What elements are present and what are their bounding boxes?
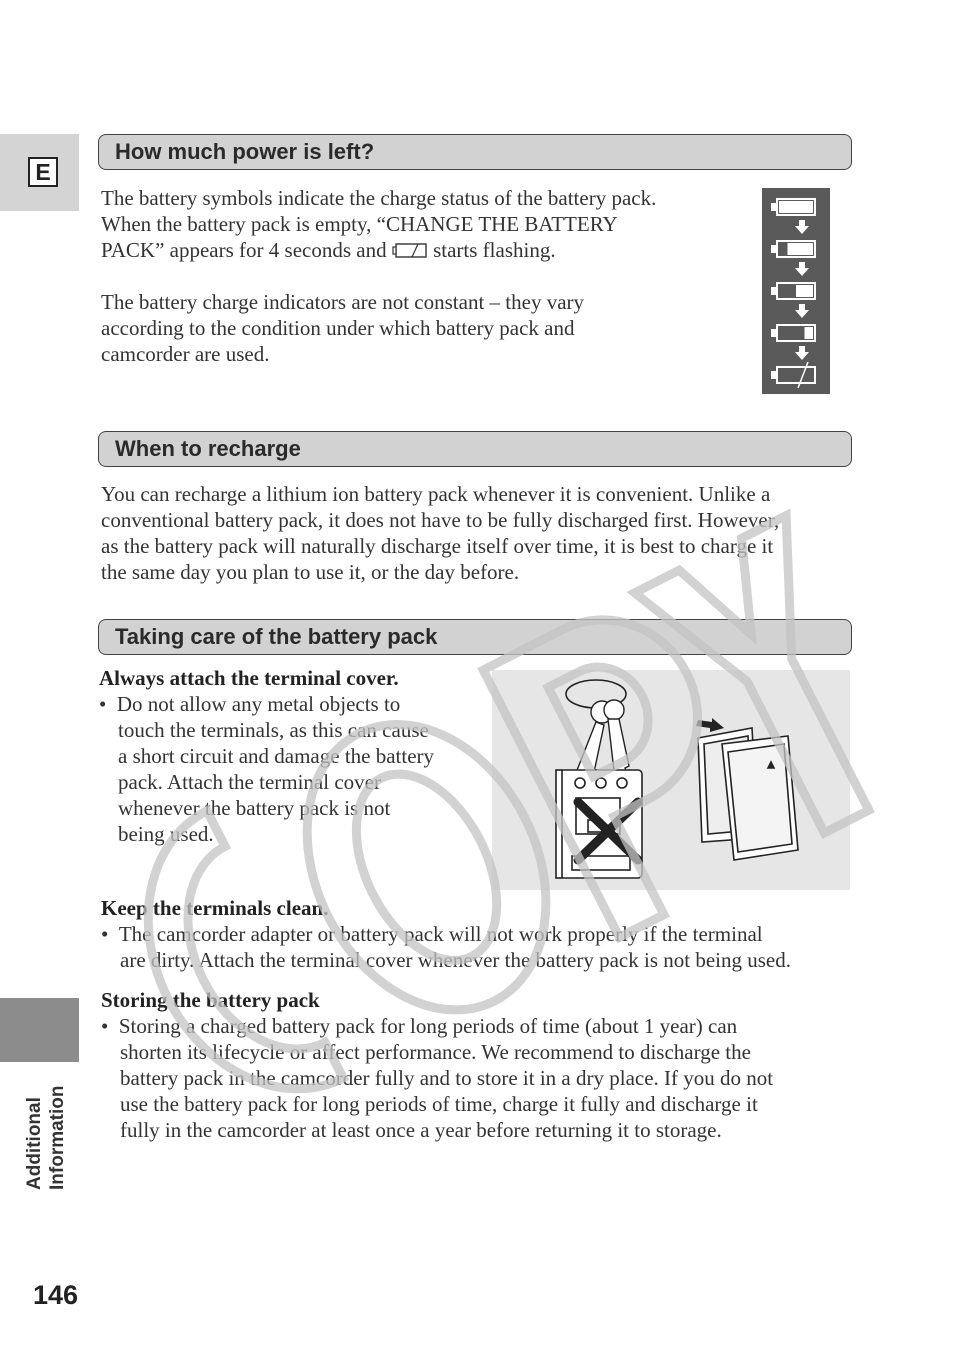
text-line: shorten its lifecycle or affect performance. We recommend to discharge the: [120, 1040, 751, 1064]
clean-terminals-block: [101, 895, 861, 973]
text-line: pack. Attach the terminal cover: [118, 770, 381, 794]
text-line: Do not allow any metal objects to: [116, 692, 401, 716]
terminal-cover-block: [99, 665, 479, 847]
language-indicator: E: [28, 157, 58, 187]
down-arrow-icon: [795, 220, 809, 234]
text-line: as the battery pack will naturally discharge itself over time, it is best to charge it: [101, 534, 774, 558]
text-line: The battery charge indicators are not constant – they vary: [101, 290, 585, 314]
section-label-line1: Additional: [24, 1097, 45, 1190]
text-line: The battery symbols indicate the charge status of the battery pack.: [101, 186, 657, 210]
section-heading-care: [98, 619, 852, 655]
battery-level-sequence: [762, 188, 830, 394]
bullet-mark: •: [101, 922, 109, 946]
battery-status-panel: [762, 188, 830, 394]
text-line: fully in the camcorder at least once a year before returning it to storage.: [120, 1118, 722, 1142]
heading-text: How much power is left?: [115, 139, 375, 164]
down-arrow-icon: [795, 346, 809, 360]
subheading: Always attach the terminal cover.: [99, 666, 399, 690]
text-line: use the battery pack for long periods of time, charge it fully and discharge it: [120, 1092, 758, 1116]
heading-text: When to recharge: [115, 436, 301, 461]
empty-battery-icon: [392, 241, 428, 259]
storing-block: [101, 987, 861, 1143]
power-paragraph-1: [101, 185, 741, 263]
heading-text: Taking care of the battery pack: [115, 624, 438, 649]
battery-level-icon: [771, 198, 816, 216]
bullet-item: [99, 691, 479, 847]
text-line: being used.: [118, 822, 214, 846]
battery-level-icon: [771, 362, 816, 388]
page-number: 146: [33, 1280, 79, 1310]
subheading: Storing the battery pack: [101, 988, 320, 1012]
recharge-paragraph: [101, 481, 861, 585]
bullet-item: [101, 921, 861, 973]
bullet-item: [101, 1013, 861, 1143]
text-line: You can recharge a lithium ion battery pack whenever it is convenient. Unlike a: [101, 482, 771, 506]
down-arrow-icon: [795, 304, 809, 318]
text-line: a short circuit and damage the battery: [118, 744, 435, 768]
keys-and-battery-drawing: [492, 670, 850, 890]
bullet-mark: •: [99, 692, 107, 716]
battery-with-cover: [698, 728, 798, 860]
text-line: battery pack in the camcorder fully and to store it in a dry place. If you do not: [120, 1066, 774, 1090]
text-line: whenever the battery pack is not: [118, 796, 391, 820]
text-line: according to the condition under which battery pack and: [101, 316, 575, 340]
text-segment: starts flashing.: [433, 238, 556, 262]
battery-level-icon: [771, 282, 816, 300]
section-heading-power: [98, 134, 852, 170]
section-label-line2: Information: [47, 1085, 68, 1190]
text-line: touch the terminals, as this can cause: [118, 718, 429, 742]
arrow-icon: [696, 718, 724, 732]
text-line: When the battery pack is empty, “CHANGE THE BATTERY: [101, 212, 618, 236]
text-line: [101, 237, 741, 263]
text-line: The camcorder adapter or battery pack will not work properly if the terminal: [118, 922, 763, 946]
text-segment: PACK” appears for 4 seconds and: [101, 238, 387, 262]
battery-level-icon: [771, 240, 816, 258]
text-line: camcorder are used.: [101, 342, 270, 366]
text-line: conventional battery pack, it does not have to be fully discharged first. However,: [101, 508, 780, 532]
text-line: Storing a charged battery pack for long periods of time (about 1 year) can: [118, 1014, 738, 1038]
text-line: the same day you plan to use it, or the day before.: [101, 560, 520, 584]
subheading: Keep the terminals clean.: [101, 896, 329, 920]
section-tab-marker: [0, 998, 79, 1062]
power-paragraph-2: [101, 289, 701, 367]
battery-level-icon: [771, 324, 816, 342]
text-line: are dirty. Attach the terminal cover whenever the battery pack is not being used.: [120, 948, 791, 972]
section-label: [23, 1086, 69, 1191]
bullet-mark: •: [101, 1014, 109, 1038]
down-arrow-icon: [795, 262, 809, 276]
battery-care-illustration: [492, 670, 850, 890]
section-heading-recharge: [98, 431, 852, 467]
